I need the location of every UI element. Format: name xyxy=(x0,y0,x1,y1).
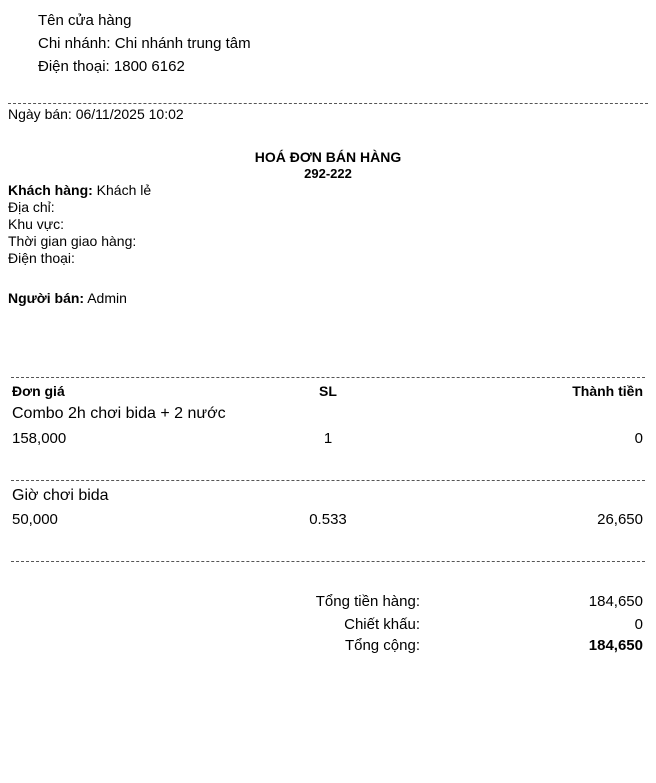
item-qty: 1 xyxy=(323,430,333,447)
seller-label: Người bán: xyxy=(8,290,85,306)
header-price: Đơn giá xyxy=(12,383,65,399)
header-total: Thành tiền xyxy=(572,383,643,399)
discount-label: Chiết khấu: xyxy=(344,616,420,633)
divider xyxy=(11,377,645,378)
customer-line xyxy=(8,182,151,198)
customer-phone-label: Điện thoại: xyxy=(8,250,75,266)
header-qty: SL xyxy=(319,383,337,399)
customer-value: Khách lẻ xyxy=(96,182,152,198)
item-name: Combo 2h chơi bida + 2 nước xyxy=(12,405,226,422)
sale-date: Ngày bán: 06/11/2025 10:02 xyxy=(8,106,184,122)
subtotal-label: Tổng tiền hàng: xyxy=(315,593,420,610)
subtotal-value: 184,650 xyxy=(588,593,643,610)
grand-total-label: Tổng cộng: xyxy=(344,637,420,654)
grand-total-value: 184,650 xyxy=(588,637,643,654)
item-price: 50,000 xyxy=(12,511,58,528)
divider xyxy=(8,103,648,104)
invoice-title: HOÁ ĐƠN BÁN HÀNG xyxy=(254,149,402,165)
item-total: 0 xyxy=(634,430,643,447)
store-branch: Chi nhánh: Chi nhánh trung tâm xyxy=(38,35,251,52)
seller-value: Admin xyxy=(87,290,127,306)
store-phone: Điện thoại: 1800 6162 xyxy=(38,58,185,75)
address-label: Địa chỉ: xyxy=(8,199,55,215)
invoice-number: 292-222 xyxy=(304,166,352,181)
discount-value: 0 xyxy=(634,616,643,633)
seller-line xyxy=(8,290,127,306)
area-label: Khu vực: xyxy=(8,216,65,232)
item-price: 158,000 xyxy=(12,430,67,447)
customer-label: Khách hàng: xyxy=(8,182,93,198)
divider xyxy=(11,480,645,481)
item-total: 26,650 xyxy=(597,511,643,528)
item-qty: 0.533 xyxy=(309,511,347,528)
divider xyxy=(11,561,645,562)
delivery-time-label: Thời gian giao hàng: xyxy=(8,233,137,249)
store-name: Tên cửa hàng xyxy=(38,12,132,29)
item-name: Giờ chơi bida xyxy=(12,487,109,504)
